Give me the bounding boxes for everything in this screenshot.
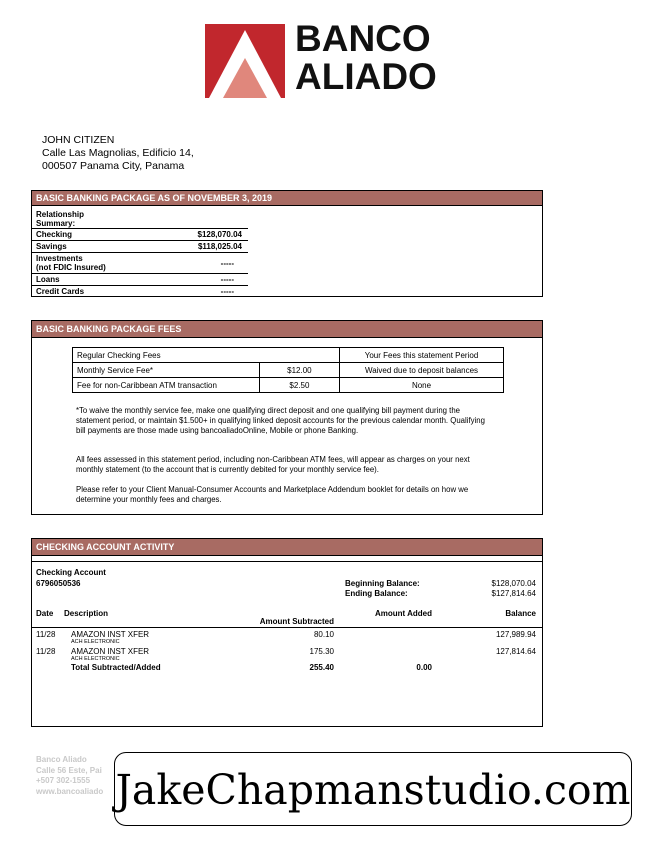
transaction-description: AMAZON INST XFER [71, 647, 150, 656]
transaction-balance: 127,814.64 [495, 647, 536, 656]
summary-divider [32, 273, 248, 274]
summary-row-credit-label: Credit Cards [36, 287, 85, 296]
fees-row [73, 363, 504, 378]
ending-balance-value: $127,814.64 [491, 589, 536, 598]
bank-logo-text [295, 20, 437, 96]
transaction-type: ACH ELECTRONIC [71, 656, 120, 662]
fees-col-header-1: Regular Checking Fees [73, 348, 340, 363]
fees-col-header-3: Your Fees this statement Period [340, 348, 504, 363]
summary-row-loans-label: Loans [36, 275, 60, 284]
total-subtracted: 255.40 [309, 663, 334, 672]
transaction-balance: 127,989.94 [495, 630, 536, 639]
account-label: Checking Account [36, 568, 106, 577]
summary-title-line-2: Summary: [36, 219, 76, 228]
summary-row-investments-label [36, 254, 106, 272]
summary-header: BASIC BANKING PACKAGE AS OF NOVEMBER 3, 2019 [32, 191, 542, 206]
summary-title-line-1: Relationship [36, 210, 85, 219]
fee-amount: $2.50 [259, 378, 339, 393]
fees-row [73, 378, 504, 393]
transaction-date: 11/28 [36, 630, 56, 639]
transaction-description: AMAZON INST XFER [71, 630, 150, 639]
transaction-date: 11/28 [36, 647, 56, 656]
transaction-subtracted: 175.30 [309, 647, 334, 656]
total-label: Total Subtracted/Added [71, 663, 161, 672]
logo-line-1: BANCO [295, 18, 431, 59]
summary-row-savings-value: $118,025.04 [197, 242, 242, 251]
summary-divider [32, 228, 248, 229]
fee-your-fee: Waived due to deposit balances [340, 363, 504, 378]
activity-header: CHECKING ACCOUNT ACTIVITY [32, 539, 542, 556]
footer-contact [36, 755, 103, 797]
col-amount-added: Amount Added [374, 609, 432, 618]
bank-logo [205, 18, 470, 100]
footer-line-1: Banco Aliado [36, 755, 87, 764]
customer-address [42, 134, 194, 173]
fees-section [31, 320, 543, 515]
fee-name: Monthly Service Fee* [73, 363, 260, 378]
account-number: 6796050536 [36, 579, 81, 588]
summary-divider [32, 252, 248, 253]
activity-divider [32, 627, 542, 628]
summary-row-loans-value: ----- [220, 275, 234, 284]
footer-line-3: +507 302-1555 [36, 776, 91, 785]
footer-line-2: Calle 56 Este, Pai [36, 765, 102, 775]
investments-label: Investments [36, 254, 83, 263]
total-added: 0.00 [416, 663, 432, 672]
summary-section [31, 190, 543, 297]
fee-your-fee: None [340, 378, 504, 393]
summary-row-credit-value: ----- [220, 287, 234, 296]
summary-row-checking-label: Checking [36, 230, 73, 239]
transaction-subtracted: 80.10 [313, 630, 334, 639]
fees-note-1: *To waive the monthly service fee, make one qualifying direct deposit and one qualifying bill payment during the statement period, or maintain $1.500+ in qualifying linked deposit accounts for the previous calendar month. Qualifying bill payments are those made using bancoaliadoOnline, Mobile or phone Banking. [76, 406, 485, 435]
fee-amount: $12.00 [259, 363, 339, 378]
fees-note-2: All fees assessed in this statement period, including non-Caribbean ATM fees, will appear as charges on your next monthly statement (to the account that is currently debited for your monthly service fee). [76, 455, 470, 474]
col-balance: Balance [505, 609, 536, 618]
summary-row-investments-value: ----- [220, 259, 234, 268]
summary-row-checking-value: $128,070.04 [197, 230, 242, 239]
summary-row-savings-label: Savings [36, 242, 67, 251]
transaction-type: ACH ELECTRONIC [71, 639, 120, 645]
customer-name: JOHN CITIZEN [42, 134, 115, 146]
col-description: Description [64, 609, 109, 618]
investments-sublabel: (not FDIC Insured) [36, 263, 106, 272]
beginning-balance-label: Beginning Balance: [345, 579, 420, 588]
summary-divider [32, 285, 248, 286]
watermark-text: JakeChapmanstudio.com [115, 766, 631, 814]
summary-divider [32, 240, 248, 241]
address-line-1: Calle Las Magnolias, Edificio 14, [42, 147, 194, 159]
beginning-balance-value: $128,070.04 [491, 579, 536, 588]
footer-line-4: www.bancoaliado [36, 786, 104, 796]
logo-line-2: ALIADO [295, 56, 437, 97]
summary-title [36, 210, 84, 228]
address-line-2: 000507 Panama City, Panama [42, 160, 185, 172]
col-date: Date [36, 609, 54, 618]
fees-header: BASIC BANKING PACKAGE FEES [32, 321, 542, 338]
fees-table-header-row [73, 348, 504, 363]
activity-section [31, 538, 543, 727]
fees-table [72, 347, 504, 393]
col-amount-subtracted: Amount Subtracted [259, 617, 334, 626]
watermark-banner [114, 752, 632, 826]
fees-note-3: Please refer to your Client Manual-Consumer Accounts and Marketplace Addendum booklet for details on how we determine your monthly fees and charges. [76, 485, 469, 504]
activity-divider [32, 561, 542, 562]
bank-logo-mark [205, 24, 285, 98]
ending-balance-label: Ending Balance: [345, 589, 408, 598]
fee-name: Fee for non-Caribbean ATM transaction [73, 378, 260, 393]
